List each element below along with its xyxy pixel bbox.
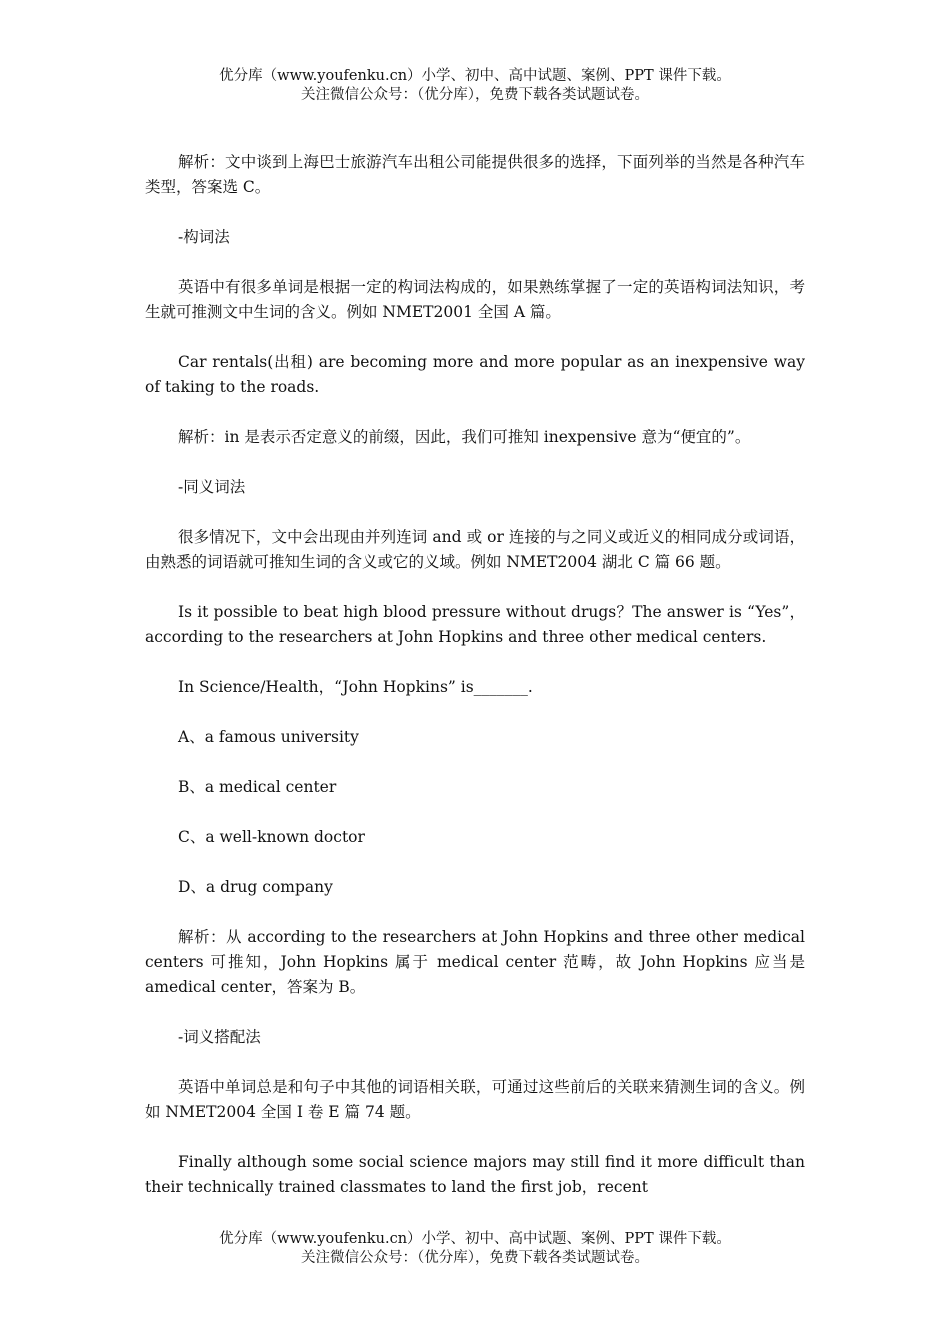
option-a: A、a famous university xyxy=(178,728,359,746)
section-heading-collocation: -词义搭配法 xyxy=(178,1028,261,1046)
example-blood-pressure: Is it possible to beat high blood pressure without drugs？The answer is “Yes”，according to the researchers at John Hopkins and three other medical centers. xyxy=(145,603,805,646)
header-line-2: 关注微信公众号：（优分库），免费下载各类试题试卷。 xyxy=(301,87,649,103)
option-d: D、a drug company xyxy=(178,878,333,896)
section-heading-synonym: -同义词法 xyxy=(178,478,246,496)
footer-line-1: 优分库（www.youfenku.cn）小学、初中、高中试题、案例、PPT 课件下载。 xyxy=(219,1231,731,1247)
example-car-rentals: Car rentals(出租) are becoming more and more popular as an inexpensive way of taking to the roads. xyxy=(145,353,805,396)
paragraph-collocation: 英语中单词总是和句子中其他的词语相关联，可通过这些前后的关联来猜测生词的含义。例如 NMET2004 全国 I 卷 E 篇 74 题。 xyxy=(145,1078,805,1121)
section-heading-word-formation: -构词法 xyxy=(178,228,230,246)
paragraph-synonym: 很多情况下，文中会出现由并列连词 and 或 or 连接的与之同义或近义的相同成分或词语，由熟悉的词语就可推知生词的含义或它的义域。例如 NMET2004 湖北 C 篇 66 题。 xyxy=(145,528,805,571)
page-header xyxy=(0,67,950,105)
header-line-1: 优分库（www.youfenku.cn）小学、初中、高中试题、案例、PPT 课件下载。 xyxy=(219,68,731,84)
footer-line-2: 关注微信公众号：（优分库），免费下载各类试题试卷。 xyxy=(301,1250,649,1266)
paragraph-analysis-inexpensive: 解析：in 是表示否定意义的前缀，因此，我们可推知 inexpensive 意为“便宜的”。 xyxy=(178,428,751,446)
example-social-science: Finally although some social science majors may still find it more difficult than their technically trained classmates to land the first job，recent xyxy=(145,1153,805,1196)
paragraph-word-formation: 英语中有很多单词是根据一定的构词法构成的，如果熟练掌握了一定的英语构词法知识，考生就可推测文中生词的含义。例如 NMET2001 全国 A 篇。 xyxy=(145,278,805,321)
option-c: C、a well-known doctor xyxy=(178,828,365,846)
paragraph-analysis-b: 解析：从 according to the researchers at John Hopkins and three other medical centers 可推知，John Hopkins 属于 medical center 范畴，故 John Hopkins 应当是 amedical center，答案为 B。 xyxy=(145,928,805,996)
page-footer xyxy=(0,1230,950,1268)
question-john-hopkins: In Science/Health，“John Hopkins” is_______. xyxy=(178,678,533,696)
paragraph-analysis-c: 解析：文中谈到上海巴士旅游汽车出租公司能提供很多的选择，下面列举的当然是各种汽车类型，答案选 C。 xyxy=(145,153,805,196)
option-b: B、a medical center xyxy=(178,778,337,796)
document-body xyxy=(145,150,805,1225)
